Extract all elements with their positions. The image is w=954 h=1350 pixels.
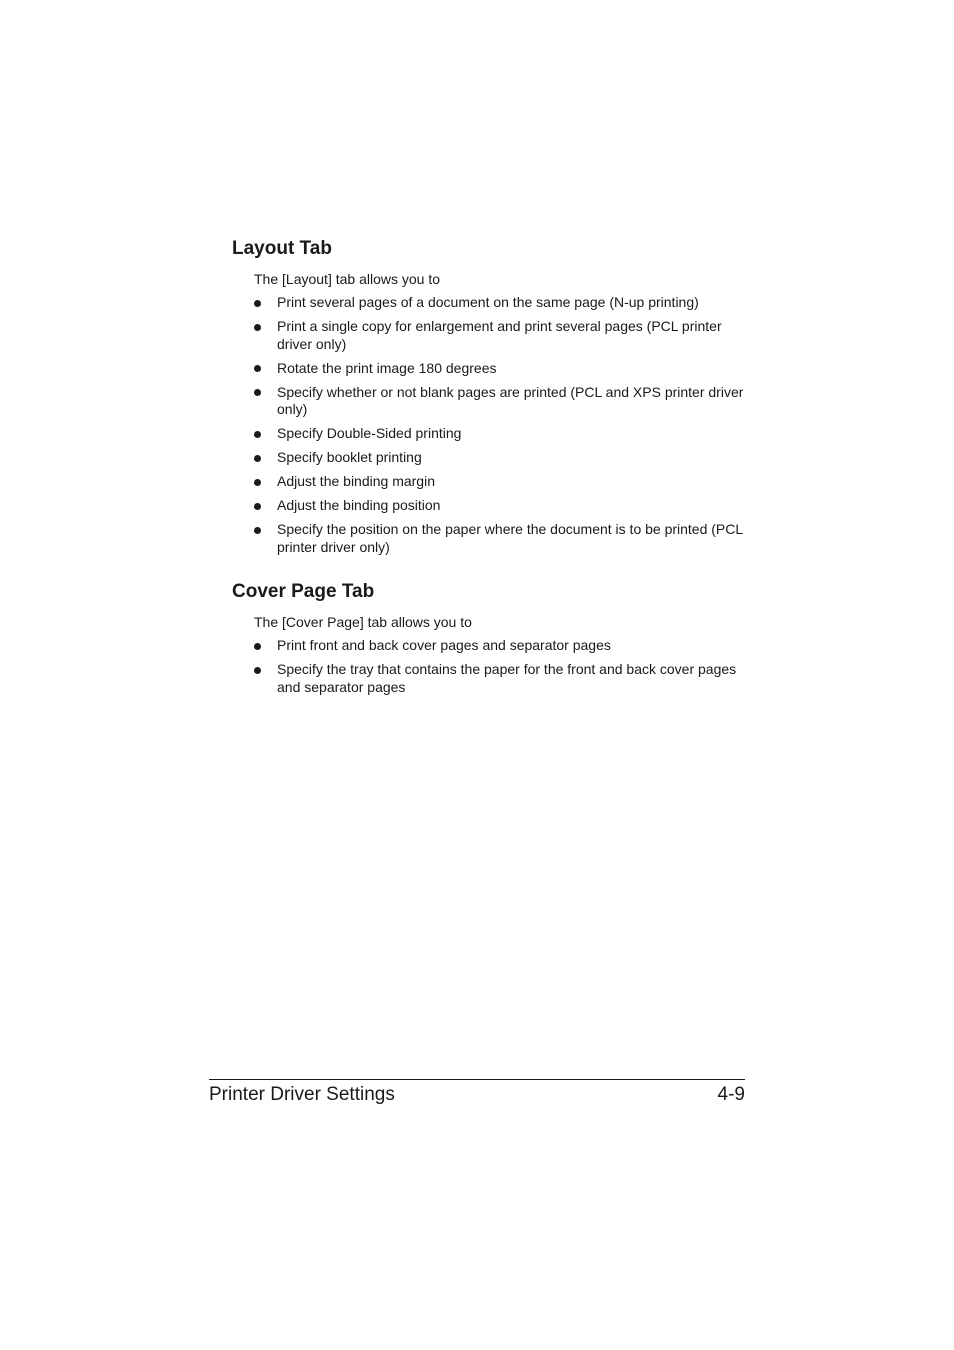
list-item-text: Print front and back cover pages and separator pages xyxy=(277,637,611,653)
bullet-icon xyxy=(254,389,261,396)
layout-tab-list xyxy=(232,294,752,556)
list-item xyxy=(232,521,752,556)
list-item-text: Adjust the binding margin xyxy=(277,473,435,489)
list-item-text: Adjust the binding position xyxy=(277,497,441,513)
list-item xyxy=(232,425,752,443)
list-item xyxy=(232,661,752,696)
layout-tab-intro: The [Layout] tab allows you to xyxy=(254,271,440,287)
bullet-icon xyxy=(254,365,261,372)
list-item-text: Specify the position on the paper where the document is to be printed (PCL printer driver only) xyxy=(277,521,743,555)
bullet-icon xyxy=(254,527,261,534)
list-item xyxy=(232,473,752,491)
list-item xyxy=(232,497,752,515)
list-item xyxy=(232,360,752,378)
list-item xyxy=(232,318,752,353)
page-footer xyxy=(209,1083,745,1107)
cover-page-tab-list xyxy=(232,637,752,696)
list-item-text: Specify Double-Sided printing xyxy=(277,425,462,441)
bullet-icon xyxy=(254,300,261,307)
list-item xyxy=(232,449,752,467)
list-item-text: Print several pages of a document on the same page (N-up printing) xyxy=(277,294,699,310)
bullet-icon xyxy=(254,479,261,486)
list-item xyxy=(232,637,752,655)
list-item-text: Rotate the print image 180 degrees xyxy=(277,359,497,376)
bullet-icon xyxy=(254,667,261,674)
list-item-text: Specify the tray that contains the paper for the front and back cover pages and separator pages xyxy=(277,661,737,695)
list-item xyxy=(232,384,752,419)
cover-page-tab-heading: Cover Page Tab xyxy=(232,581,375,602)
list-item-text: Specify booklet printing xyxy=(277,449,422,465)
layout-tab-section xyxy=(232,238,752,563)
cover-page-tab-section xyxy=(232,581,752,703)
list-item xyxy=(232,294,752,312)
bullet-icon xyxy=(254,324,261,331)
bullet-icon xyxy=(254,643,261,650)
bullet-icon xyxy=(254,431,261,438)
layout-tab-heading: Layout Tab xyxy=(232,238,332,259)
bullet-icon xyxy=(254,503,261,510)
footer-divider xyxy=(209,1079,745,1080)
footer-page-number: 4-9 xyxy=(717,1084,745,1105)
list-item-text: Print a single copy for enlargement and print several pages (PCL printer driver only) xyxy=(277,318,722,352)
cover-page-tab-intro: The [Cover Page] tab allows you to xyxy=(254,614,472,630)
footer-chapter-title: Printer Driver Settings xyxy=(209,1084,395,1105)
bullet-icon xyxy=(254,455,261,462)
list-item-text: Specify whether or not blank pages are printed (PCL and XPS printer driver only) xyxy=(277,383,744,417)
